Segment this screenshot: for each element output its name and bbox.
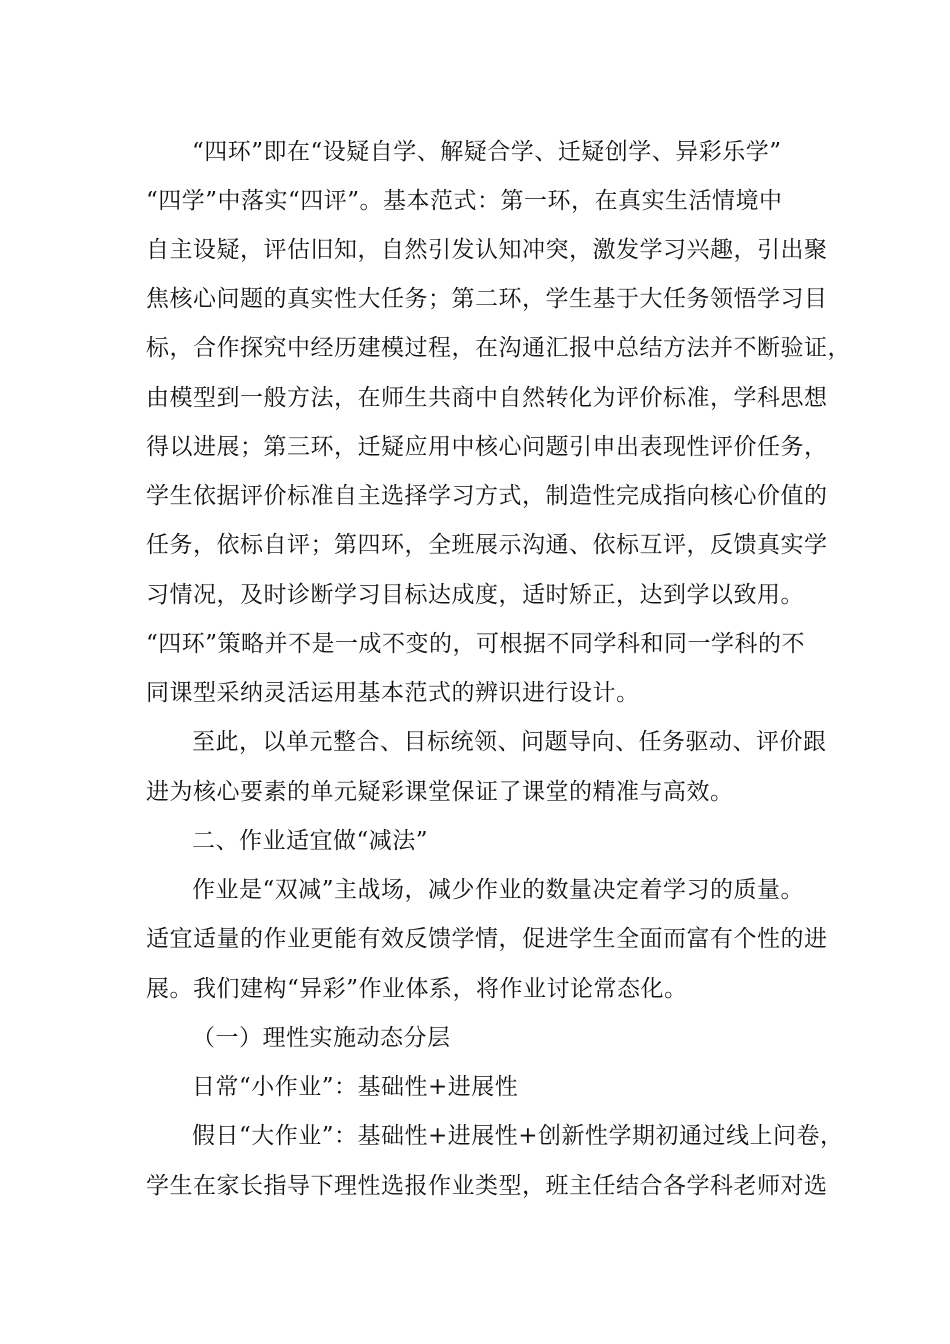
- paragraph-four-rings-line-9: 任务，依标自评；第四环，全班展示沟通、依标互评，反馈真实学: [146, 532, 828, 558]
- holiday-homework-line-2: 学生在家长指导下理性选报作业类型，班主任结合各学科老师对选: [146, 1173, 828, 1199]
- paragraph-four-rings-line-11: “四环”策略并不是一成不变的，可根据不同学科和同一学科的不: [146, 631, 806, 657]
- paragraph-four-rings-line-12: 同课型采纳灵活运用基本范式的辨识进行设计。: [146, 680, 640, 706]
- paragraph-four-rings-line-7: 得以进展；第三环，迁疑应用中核心问题引申出表现性评价任务，: [146, 434, 828, 460]
- paragraph-four-rings-line-1: “四环”即在“设疑自学、解疑合学、迁疑创学、异彩乐学”: [192, 139, 782, 165]
- paragraph-four-rings-line-10: 习情况，及时诊断学习目标达成度，适时矫正，达到学以致用。: [146, 582, 804, 608]
- paragraph-homework-line-3: 展。我们建构“异彩”作业体系，将作业讨论常态化。: [146, 976, 688, 1002]
- paragraph-summary-line-2: 进为核心要素的单元疑彩课堂保证了课堂的精准与高效。: [146, 779, 734, 805]
- paragraph-four-rings-line-6: 由模型到一般方法，在师生共商中自然转化为评价标准，学科思想: [146, 385, 828, 411]
- paragraph-four-rings-line-4: 焦核心问题的真实性大任务；第二环，学生基于大任务领悟学习目: [146, 286, 828, 312]
- paragraph-four-rings-line-3: 自主设疑，评估旧知，自然引发认知冲突，激发学习兴趣，引出聚: [146, 237, 828, 263]
- paragraph-summary-line-1: 至此，以单元整合、目标统领、问题导向、任务驱动、评价跟: [192, 729, 827, 755]
- paragraph-four-rings-line-5: 标，合作探究中经历建模过程，在沟通汇报中总结方法并不断验证，: [146, 335, 851, 361]
- paragraph-four-rings-line-2: “四学”中落实“四评”。基本范式：第一环，在真实生活情境中: [146, 188, 783, 214]
- holiday-homework-line-1: 假日“大作业”：基础性+进展性+创新性学期初通过线上问卷，: [192, 1123, 844, 1149]
- subsection-heading-layering: （一）理性实施动态分层: [192, 1025, 451, 1051]
- paragraph-homework-line-2: 适宜适量的作业更能有效反馈学情，促进学生全面而富有个性的进: [146, 926, 828, 952]
- section-heading-homework: 二、作业适宜做“减法”: [192, 828, 429, 854]
- daily-homework-line: 日常“小作业”：基础性+进展性: [192, 1074, 519, 1100]
- paragraph-homework-line-1: 作业是“双减”主战场，减少作业的数量决定着学习的质量。: [192, 877, 805, 903]
- paragraph-four-rings-line-8: 学生依据评价标准自主选择学习方式，制造性完成指向核心价值的: [146, 483, 828, 509]
